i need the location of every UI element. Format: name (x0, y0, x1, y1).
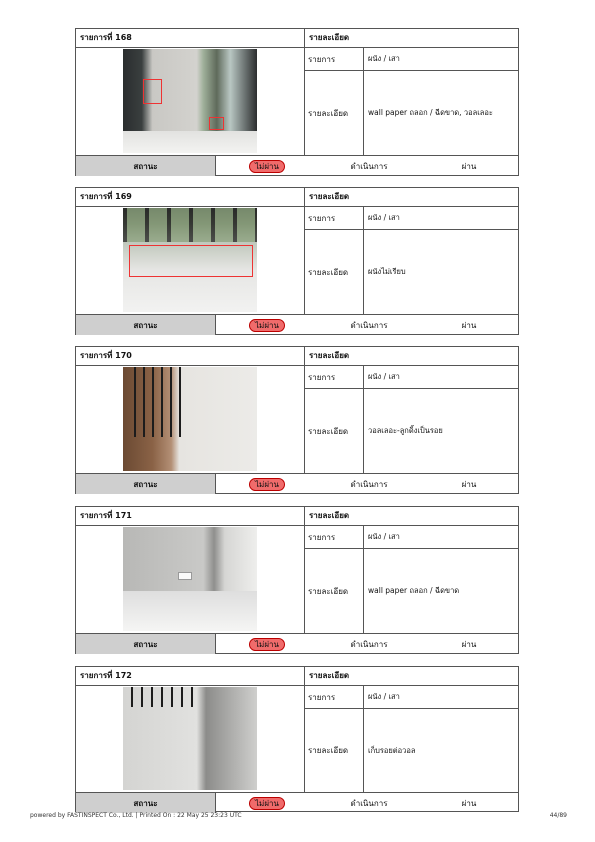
item-value: ผนัง / เสา (368, 372, 400, 381)
detail-key-label: รายละเอียด (305, 71, 364, 155)
detail-value: wall paper ถลอก / ฉีดขาด (368, 586, 460, 595)
card-header (76, 29, 518, 48)
card-body (76, 686, 518, 793)
status-row (76, 315, 518, 335)
defect-photo[interactable] (123, 208, 257, 312)
highlight-box (143, 79, 162, 104)
item-key-label: รายการ (305, 366, 364, 388)
detail-key-label: รายละเอียด (305, 709, 364, 792)
inspection-card-172 (75, 666, 519, 812)
detail-value: wall paper ถลอก / ฉีดขาด, วอลเลอะ (368, 108, 493, 117)
card-header (76, 507, 518, 526)
detail-value: ผนังไม่เรียบ (368, 267, 406, 276)
pass-option[interactable]: ผ่าน (461, 639, 477, 649)
card-header (76, 347, 518, 366)
detail-panel (305, 686, 518, 792)
details-header: รายละเอียด (309, 671, 350, 680)
detail-panel (305, 207, 518, 314)
detail-panel (305, 526, 518, 633)
highlight-box (209, 117, 224, 130)
detail-key-label: รายละเอียด (305, 549, 364, 633)
details-header: รายละเอียด (309, 351, 350, 360)
pass-option[interactable]: ผ่าน (461, 479, 477, 489)
detail-value: เก็บรอยต่อวอล (368, 745, 416, 755)
photo-cell (76, 207, 305, 314)
pass-option[interactable]: ผ่าน (461, 161, 477, 171)
photo-cell (76, 526, 305, 633)
fail-badge[interactable]: ไม่ผ่าน (249, 478, 285, 491)
fail-badge[interactable]: ไม่ผ่าน (249, 797, 285, 810)
detail-key-label: รายละเอียด (305, 389, 364, 473)
details-header: รายละเอียด (309, 192, 350, 201)
photo-cell (76, 686, 305, 792)
item-title: รายการที่ 168 (76, 29, 305, 47)
item-title: รายการที่ 172 (76, 667, 305, 685)
detail-panel (305, 366, 518, 473)
item-value: ผนัง / เสา (368, 532, 400, 541)
status-row (76, 793, 518, 813)
defect-photo[interactable] (123, 687, 257, 790)
photo-cell (76, 366, 305, 473)
status-label: สถานะ (76, 793, 216, 813)
item-value: ผนัง / เสา (368, 692, 400, 701)
card-header (76, 667, 518, 686)
fail-badge[interactable]: ไม่ผ่าน (249, 638, 285, 651)
in-progress-option[interactable]: ดำเนินการ (350, 479, 388, 489)
item-title: รายการที่ 170 (76, 347, 305, 365)
page-number: 44/89 (549, 812, 567, 819)
item-value: ผนัง / เสา (368, 213, 400, 222)
in-progress-option[interactable]: ดำเนินการ (350, 161, 388, 171)
in-progress-option[interactable]: ดำเนินการ (350, 798, 388, 808)
card-header (76, 188, 518, 207)
inspection-card-171 (75, 506, 519, 654)
card-body (76, 48, 518, 156)
details-header: รายละเอียด (309, 511, 350, 520)
item-key-label: รายการ (305, 686, 364, 708)
inspection-card-168 (75, 28, 519, 176)
defect-photo[interactable] (123, 527, 257, 631)
defect-photo[interactable] (123, 367, 257, 471)
item-key-label: รายการ (305, 48, 364, 70)
detail-key-label: รายละเอียด (305, 230, 364, 314)
status-row (76, 156, 518, 176)
defect-photo[interactable] (123, 49, 257, 153)
details-header: รายละเอียด (309, 33, 350, 42)
item-value: ผนัง / เสา (368, 54, 400, 63)
fail-badge[interactable]: ไม่ผ่าน (249, 319, 285, 332)
status-label: สถานะ (76, 315, 216, 335)
card-body (76, 366, 518, 474)
inspection-card-170 (75, 346, 519, 494)
card-body (76, 526, 518, 634)
item-key-label: รายการ (305, 526, 364, 548)
pass-option[interactable]: ผ่าน (461, 798, 477, 808)
status-row (76, 474, 518, 494)
inspection-card-169 (75, 187, 519, 335)
detail-value: วอลเลอะ-ลูกดิ้งเป็นรอย (368, 426, 443, 435)
status-label: สถานะ (76, 156, 216, 176)
status-row (76, 634, 518, 654)
status-label: สถานะ (76, 634, 216, 654)
pass-option[interactable]: ผ่าน (461, 320, 477, 330)
card-body (76, 207, 518, 315)
footer-printed-info: powered by FASTINSPECT Co., Ltd. | Printed On : 22 May 25 23:23 UTC (30, 812, 242, 819)
item-title: รายการที่ 169 (76, 188, 305, 206)
highlight-box (129, 245, 253, 277)
status-label: สถานะ (76, 474, 216, 494)
in-progress-option[interactable]: ดำเนินการ (350, 639, 388, 649)
photo-cell (76, 48, 305, 155)
item-title: รายการที่ 171 (76, 507, 305, 525)
in-progress-option[interactable]: ดำเนินการ (350, 320, 388, 330)
detail-panel (305, 48, 518, 155)
fail-badge[interactable]: ไม่ผ่าน (249, 160, 285, 173)
item-key-label: รายการ (305, 207, 364, 229)
